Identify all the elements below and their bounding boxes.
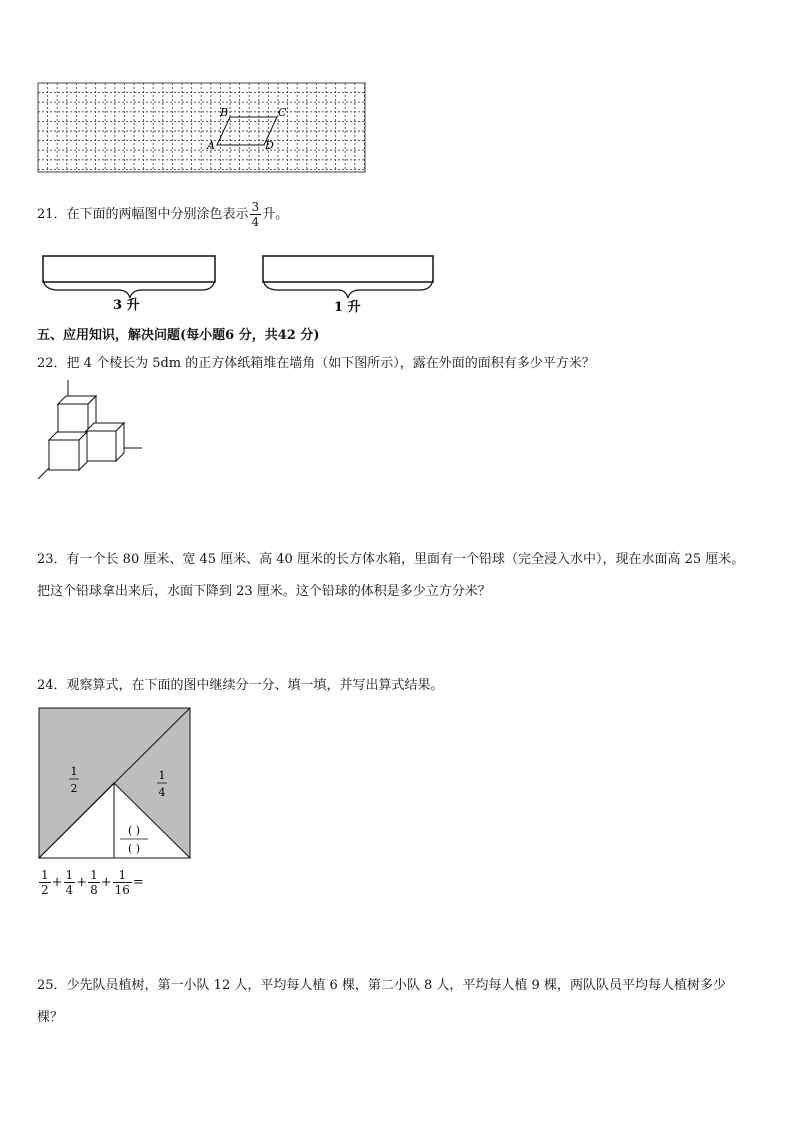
bar-1-liter (263, 256, 433, 282)
blank-numerator: ( ) (127, 824, 141, 837)
label-a: A (207, 139, 215, 152)
expr-frac-3-n: 1 (90, 868, 98, 882)
expr-frac-2 (64, 868, 76, 897)
question-21 (37, 200, 288, 229)
label-b: B (220, 106, 229, 119)
plus-sign: + (51, 875, 63, 890)
expr-frac-3 (88, 868, 100, 897)
q21-fraction (250, 200, 262, 229)
q21-bars (38, 254, 438, 316)
expr-frac-2-n: 1 (65, 868, 74, 882)
q21-text-before: 21．在下面的两幅图中分别涂色表示 (37, 207, 249, 222)
quarter-denominator: 4 (158, 786, 166, 799)
question-25-line-2: 棵？ (37, 1010, 64, 1025)
expr-frac-1-d: 2 (41, 883, 49, 897)
question-25-line-1: 25．少先队员植树，第一小队 12 人，平均每人植 6 棵，第二小队 8 人，平均每人植 9 棵，两队队员平均每人植树多少 (37, 978, 726, 993)
label-c: C (278, 106, 287, 119)
question-23-line-1: 23．有一个长 80 厘米、宽 45 厘米、高 40 厘米的长方体水箱，里面有一个铅球（完全浸入水中），现在水面高 25 厘米。 (37, 552, 745, 567)
blank-denominator: ( ) (127, 842, 141, 855)
quarter-numerator: 1 (158, 769, 166, 782)
expr-frac-4 (113, 868, 132, 897)
q21-text-after: 升。 (262, 207, 289, 222)
q24-expression (38, 868, 144, 897)
question-23-line-2: 把这个铅球拿出来后，水面下降到 23 厘米。这个铅球的体积是多少立方分米？ (37, 584, 491, 599)
grid-figure (37, 82, 367, 174)
q24-square-figure (38, 707, 192, 859)
q21-frac-denominator: 4 (251, 215, 260, 229)
expr-frac-3-d: 8 (90, 883, 98, 897)
bar1-label: 3 升 (113, 298, 140, 313)
question-22: 22．把 4 个棱长为 5dm 的正方体纸箱堆在墙角（如下图所示），露在外面的面积有多少平方米？ (37, 356, 595, 371)
expr-frac-1-n: 1 (41, 868, 49, 882)
half-denominator: 2 (70, 782, 78, 795)
bar2-label: 1 升 (334, 300, 361, 315)
half-numerator: 1 (70, 765, 78, 778)
plus-sign: + (76, 875, 88, 890)
plus-sign: + (100, 875, 112, 890)
bar-3-liters (43, 256, 215, 282)
expr-frac-4-d: 16 (114, 883, 130, 897)
section-5-heading: 五、应用知识，解决问题(每小题6 分，共42 分) (37, 328, 320, 343)
q22-cubes-figure (36, 378, 148, 482)
q21-frac-numerator: 3 (251, 200, 260, 214)
expr-frac-4-n: 1 (113, 868, 132, 883)
label-d: D (265, 139, 274, 152)
equals-sign: = (132, 875, 144, 890)
expr-frac-1 (39, 868, 51, 897)
question-24: 24．观察算式，在下面的图中继续分一分、填一填，并写出算式结果。 (37, 678, 444, 693)
expr-frac-2-d: 4 (65, 883, 74, 897)
